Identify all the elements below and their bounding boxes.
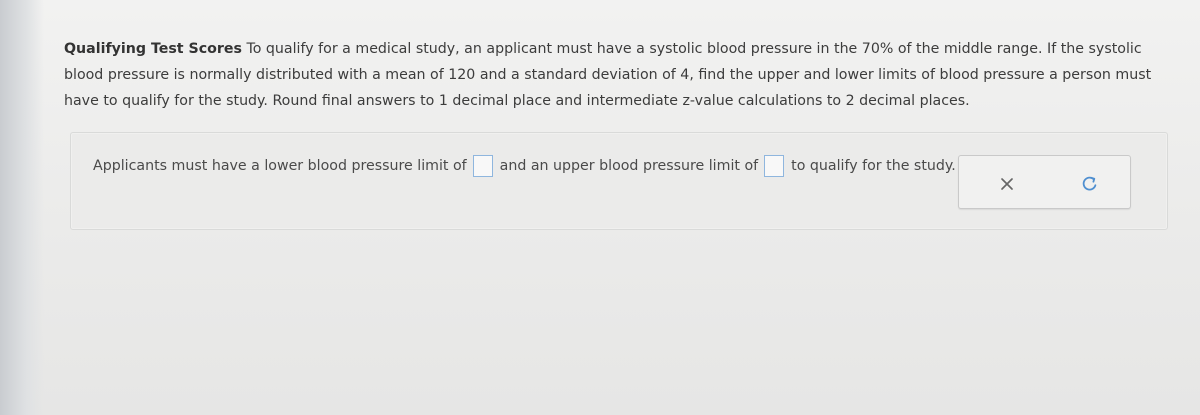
reset-button[interactable] bbox=[1078, 172, 1102, 196]
question-text bbox=[64, 36, 1174, 114]
left-edge-shadow bbox=[0, 0, 44, 415]
close-icon bbox=[999, 176, 1015, 192]
clear-button[interactable] bbox=[995, 172, 1019, 196]
answer-text-part-3: to qualify for the study. bbox=[791, 158, 956, 174]
lower-limit-input[interactable] bbox=[473, 155, 493, 177]
upper-limit-input[interactable] bbox=[764, 155, 784, 177]
reset-icon bbox=[1081, 175, 1099, 193]
answer-tools bbox=[958, 155, 1131, 209]
question-title: Qualifying Test Scores bbox=[64, 41, 242, 57]
answer-text-part-1: Applicants must have a lower blood pressure limit of bbox=[93, 158, 467, 174]
question-body: To qualify for a medical study, an applicant must have a systolic blood pressure in the 70% of the middle range. If the systolic blood pressure is normally distributed with a mean of 120 and a standard deviation of 4, find the upper and lower limits of blood pressure a person must have to qualify for the study. Round final answers to 1 decimal place and intermediate z-value calculations to 2 decimal places. bbox=[64, 41, 1152, 109]
answer-text-part-2: and an upper blood pressure limit of bbox=[499, 158, 759, 174]
answer-sentence bbox=[93, 155, 956, 177]
